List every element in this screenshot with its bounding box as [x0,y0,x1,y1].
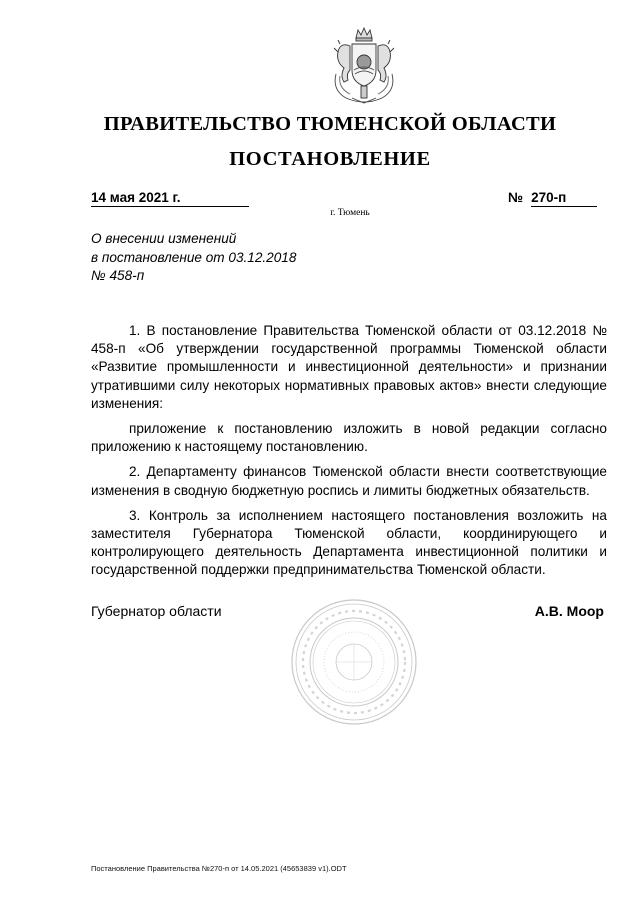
subject-line: в постановление от 03.12.2018 [91,249,297,265]
body-paragraph: 1. В постановление Правительства Тюменской области от 03.12.2018 № 458-п «Об утверждении государственной программы Тюменской области «Развитие промышленности и инвестиционной деятельности» и признании утратившими силу некоторых нормативных правовых актов» внести следующие изменения: [91,323,607,411]
number-sign: № [508,190,524,205]
document-subject [91,230,391,286]
signatory-title: Губернатор области [91,603,222,619]
subject-line: № 458-п [91,268,145,283]
body-paragraph: приложение к постановлению изложить в новой редакции согласно приложению к настоящему постановлению. [91,421,607,455]
subject-line: О внесении изменений [91,231,237,246]
document-number: 270-п [531,190,597,207]
signatory-name: А.В. Моор [534,603,604,619]
document-number-block [508,190,597,207]
organization-title: ПРАВИТЕЛЬСТВО ТЮМЕНСКОЙ ОБЛАСТИ [103,113,557,135]
official-seal-icon [290,598,418,726]
city-label: г. Тюмень [330,208,370,218]
coat-of-arms-icon [326,24,402,108]
document-body [91,322,607,587]
footer-file-reference: Постановление Правительства №270-п от 14.05.2021 (45653839 v1).ODT [91,864,347,873]
document-date: 14 мая 2021 г. [91,190,249,207]
body-paragraph: 3. Контроль за исполнением настоящего постановления возложить на заместителя Губернатора Тюменской области, координирующего и контролирующего деятельность Департамента инвестиционной политики и государственной поддержки предпринимательства Тюменской области. [91,507,607,578]
document-type-heading: ПОСТАНОВЛЕНИЕ [229,148,431,170]
body-paragraph: 2. Департаменту финансов Тюменской области внести соответствующие изменения в сводную бюджетную роспись и лимиты бюджетных обязательств. [91,464,607,498]
